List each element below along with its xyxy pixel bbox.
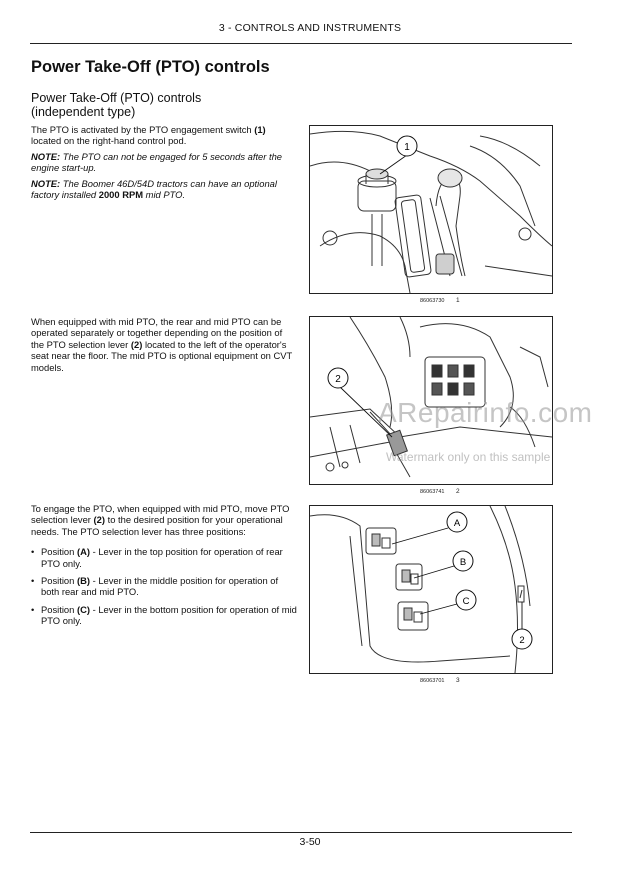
watermark-notice: Watermark only on this sample [386,450,551,464]
subsection-line1: Power Take-Off (PTO) controls [31,91,202,105]
note-mid-pto: NOTE: The Boomer 46D/54D tractors can have an optional factory installed 2000 RPM mid PTO. [31,177,277,201]
figure-3-number: 3 [456,677,460,684]
watermark-site: ARepairinfo.com [378,397,593,428]
figure-3-callout-b: B [459,557,467,568]
figure-1-number: 1 [456,297,460,304]
figure-2-code: 86063741 [420,489,445,495]
figure-2-number: 2 [456,488,460,495]
text-block-2 [31,316,297,377]
figure-3-callout-2: 2 [519,635,525,646]
figure-3-callout-a: A [453,518,461,529]
figure-3-code: 86063701 [420,678,445,684]
figure-1-callout-1: 1 [404,142,410,153]
paragraph-pto-switch: The PTO is activated by the PTO engagement switch (1) located on the right-hand control pod. [31,124,266,147]
header-rule [30,43,572,44]
subsection-title [31,91,291,119]
figure-3-callout-c: C [462,596,470,607]
figure-2-callout-2: 2 [335,374,341,385]
page-number: 3-50 [299,836,321,848]
page-header: 3 - CONTROLS AND INSTRUMENTS [218,22,402,34]
figure-3-lever-positions [309,505,553,674]
figure-3-drawing [310,506,552,673]
paragraph-engage: To engage the PTO, when equipped with mid PTO, move PTO selection lever (2) to the desired position for your operational needs. The PTO selection lever has three positions: [31,503,290,537]
text-block-3 [31,503,297,633]
subsection-line2: (independent type) [31,105,136,119]
figure-1-drawing [310,126,552,293]
bullet-position-b: • Position (B) - Lever in the middle position for operation of both rear and mid PTO. [31,575,297,598]
bullet-position-a: • Position (A) - Lever in the top position for operation of rear PTO only. [31,546,297,569]
figure-1-pto-switch [309,125,553,294]
text-block-1 [31,124,297,204]
figure-1-code: 86063730 [420,298,445,304]
section-title: Power Take-Off (PTO) controls [31,58,270,76]
note-startup: NOTE: The PTO can not be engaged for 5 seconds after the engine start-up. [31,150,283,174]
footer-rule [30,832,572,833]
bullet-position-c: • Position (C) - Lever in the bottom position for operation of mid PTO only. [31,604,297,627]
paragraph-mid-pto: When equipped with mid PTO, the rear and mid PTO can be operated separately or together depending on the position of the PTO selection lever (2) located to the left of the operator's seat near the floor. The mid PTO is optional equipment on CVT models. [31,316,293,373]
